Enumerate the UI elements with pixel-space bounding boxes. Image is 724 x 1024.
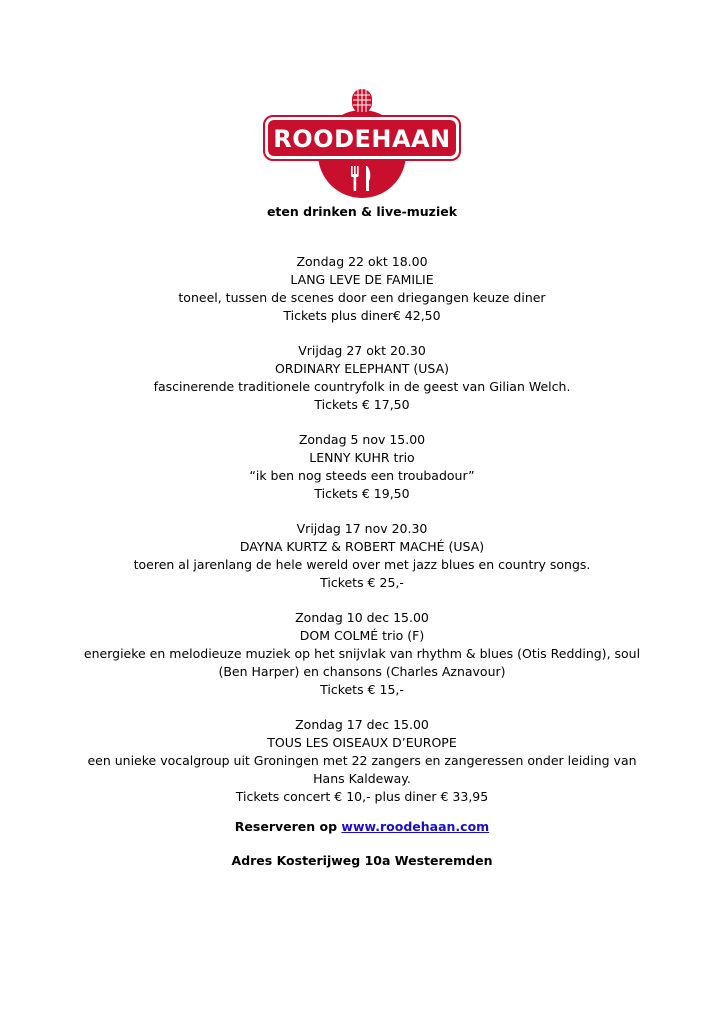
event-description-cont: (Ben Harper) en chansons (Charles Aznavour) — [218, 664, 506, 679]
event-tickets: Tickets plus diner€ 42,50 — [283, 308, 441, 323]
event-tickets: Tickets concert € 10,- plus diner € 33,95 — [235, 789, 489, 804]
event-date: Vrijdag 17 nov 20.30 — [296, 521, 428, 536]
event-description-cont: Hans Kaldeway. — [313, 771, 411, 786]
event-tickets: Tickets € 19,50 — [314, 486, 410, 501]
event-date: Zondag 22 okt 18.00 — [296, 254, 428, 269]
event-description: toeren al jarenlang de hele wereld over met jazz blues en country songs. — [133, 557, 591, 572]
event-date: Zondag 10 dec 15.00 — [295, 610, 429, 625]
event-title: TOUS LES OISEAUX D’EUROPE — [267, 735, 457, 750]
address: Adres Kosterijweg 10a Westeremden — [231, 853, 493, 868]
event-item — [0, 431, 724, 503]
reserve-prefix: Reserveren op — [234, 819, 342, 834]
event-tickets: Tickets € 25,- — [320, 575, 404, 590]
event-description: fascinerende traditionele countryfolk in de geest van Gilian Welch. — [153, 379, 571, 394]
event-description: “ik ben nog steeds een troubadour” — [249, 468, 475, 483]
event-item — [0, 253, 724, 325]
event-description: toneel, tussen de scenes door een driegangen keuze diner — [178, 290, 546, 305]
event-date: Zondag 17 dec 15.00 — [295, 717, 429, 732]
event-title: DOM COLMÉ trio (F) — [299, 628, 425, 643]
event-title: LANG LEVE DE FAMILIE — [290, 272, 434, 287]
event-tickets: Tickets € 17,50 — [314, 397, 410, 412]
event-date: Vrijdag 27 okt 20.30 — [298, 343, 426, 358]
event-description: een unieke vocalgroup uit Groningen met 22 zangers en zangeressen onder leiding van — [87, 753, 637, 768]
event-item — [0, 520, 724, 592]
event-description: energieke en melodieuze muziek op het snijvlak van rhythm & blues (Otis Redding), soul — [83, 646, 641, 661]
website-link[interactable]: www.roodehaan.com — [341, 819, 490, 834]
event-title: LENNY KUHR trio — [309, 450, 415, 465]
event-tickets: Tickets € 15,- — [320, 682, 404, 697]
event-title: ORDINARY ELEPHANT (USA) — [274, 361, 450, 376]
event-item — [0, 342, 724, 414]
event-title: DAYNA KURTZ & ROBERT MACHÉ (USA) — [239, 539, 485, 554]
event-list — [0, 253, 724, 823]
roodehaan-logo — [263, 86, 461, 200]
logo-text: ROODEHAAN — [273, 125, 451, 153]
event-item — [0, 716, 724, 806]
tagline: eten drinken & live-muziek — [266, 204, 458, 219]
event-item — [0, 609, 724, 699]
event-date: Zondag 5 nov 15.00 — [298, 432, 426, 447]
reserve-line — [0, 818, 724, 836]
